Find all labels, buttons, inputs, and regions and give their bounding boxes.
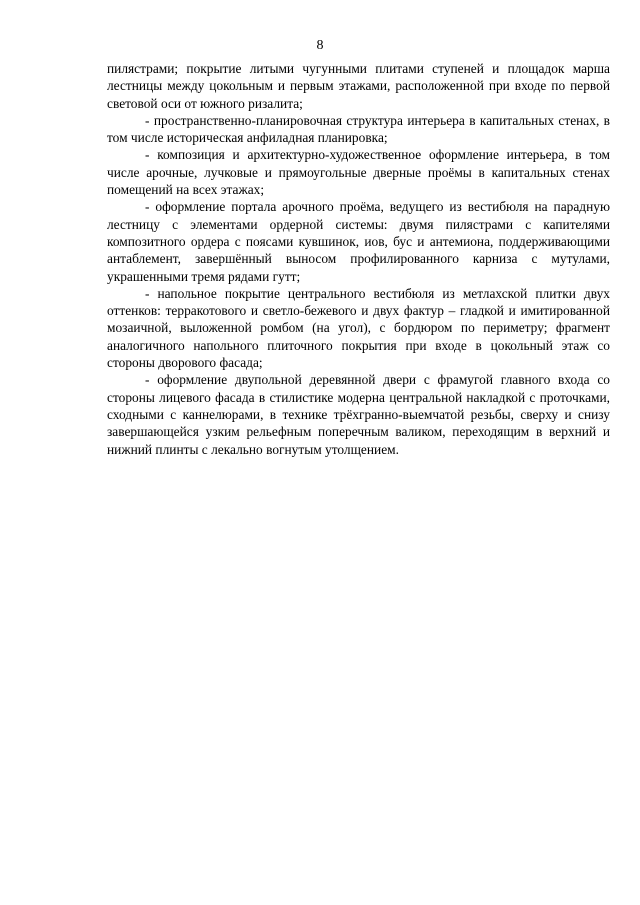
paragraph-portal-decoration: - оформление портала арочного проёма, ведущего из вестибюля на парадную лестницу с элементами ордерной системы: двумя пилястрами с капителями композитного ордера с поясами кувшинок, иов, бус и антемиона, поддерживающими антаблемент, завершённый выносом профилированного карниза с мутулами, украшенными тремя рядами гутт; (107, 199, 610, 284)
paragraph-spatial-structure: - пространственно-планировочная структура интерьера в капитальных стенах, в том числе историческая анфиладная планировка; (107, 112, 610, 146)
paragraph-interior-composition: - композиция и архитектурно-художественное оформление интерьера, в том числе арочные, лучковые и прямоугольные дверные проёмы в капитальных стенах помещений на всех этажах; (107, 147, 610, 198)
paragraph-continuation: пилястрами; покрытие литыми чугунными плитами ступеней и площадок марша лестницы между цокольным и первым этажами, расположенной при входе по первой световой оси от южного ризалита; (107, 61, 610, 111)
page-number: 8 (316, 38, 324, 53)
document-body (107, 60, 610, 458)
paragraph-floor-covering: - напольное покрытие центрального вестибюля из метлахской плитки двух оттенков: терракотового и светло-бежевого и двух фактур – гладкой и имитированной мозаичной, выложенной ромбом (на угол), с бордюром по периметру; фрагмент аналогичного напольного плиточного покрытия при входе в цокольный этаж со стороны дворового фасада; (107, 285, 610, 371)
paragraph-entrance-door: - оформление двупольной деревянной двери с фрамугой главного входа со стороны лицевого фасада в стилистике модерна центральной накладкой с проточками, сходными с каннелюрами, в технике трёхгранно-выемчатой резьбы, сверху и снизу завершающейся узким рельефным поперечным валиком, переходящим в верхний и нижний плинты с лекально вогнутым утолщением. (107, 372, 610, 457)
